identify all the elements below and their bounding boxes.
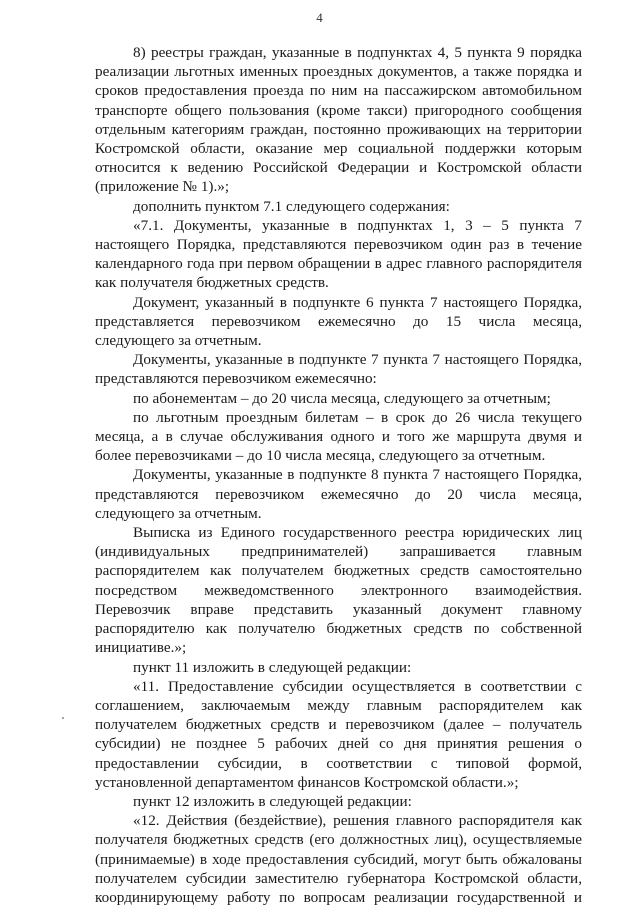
paragraph-point-7-1: «7.1. Документы, указанные в подпунктах 1, 3 – 5 пункта 7 настоящего Порядка, представляются перевозчиком один раз в течение календарного года при первом обращении в адрес главного распорядителя как получателя бюджетных средств.: [95, 216, 582, 292]
paragraph-point-11-intro: пункт 11 изложить в следующей редакции:: [133, 658, 412, 676]
document-body: [95, 43, 582, 907]
paragraph-point-12-intro: пункт 12 изложить в следующей редакции:: [133, 792, 412, 810]
paragraph-egrul-extract: Выписка из Единого государственного реестра юридических лиц (индивидуальных предпринимателей) запрашивается главным распорядителем как получателем бюджетных средств самостоятельно посредством межведомственного электронного взаимодействия. Перевозчик вправе представить указанный документ главному распорядителю как получателю бюджетных средств по собственной инициативе.»;: [95, 524, 582, 657]
paragraph-subpoint-8-documents: Документы, указанные в подпункте 8 пункта 7 настоящего Порядка, представляются перевозчиком ежемесячно до 20 числа месяца, следующего за отчетным.: [95, 466, 582, 522]
paragraph-subpoint-7-documents: Документы, указанные в подпункте 7 пункта 7 настоящего Порядка, представляются перевозчиком ежемесячно:: [95, 351, 582, 388]
paragraph-add-point-7-1: дополнить пунктом 7.1 следующего содержания:: [133, 197, 450, 215]
paragraph-point-12: «12. Действия (бездействие), решения главного распорядителя как получателя бюджетных средств (его должностных лиц), осуществляемые (принимаемые) в ходе предоставления субсидий, могут быть обжалованы получателем субсидии заместителю губернатора Костромской области, координирующему работу по вопросам реализации государственной и: [95, 812, 582, 906]
paragraph-registry-item-8: 8) реестры граждан, указанные в подпунктах 4, 5 пункта 9 порядка реализации льготных именных проездных документов, а также порядка и сроков предоставления проезда по ним на пассажирском автомобильном транспорте общего пользования (кроме такси) пригородного сообщения отдельным категориям граждан, постоянно проживающих на территории Костромской области, оказание мер социальной поддержки которым относится к ведению Российской Федерации и Костромской области (приложение № 1).»;: [95, 44, 582, 196]
paragraph-subpoint-6-document: Документ, указанный в подпункте 6 пункта 7 настоящего Порядка, представляется перевозчиком ежемесячно до 15 числа месяца, следующего за отчетным.: [95, 293, 582, 350]
page-number: 4: [316, 10, 323, 25]
paragraph-point-11: «11. Предоставление субсидии осуществляется в соответствии с соглашением, заключаемым между главным распорядителем как получателем бюджетных средств и перевозчиком (далее – получатель субсидии) не позднее 5 рабочих дней со дня принятия решения о предоставлении субсидии, в соответствии с типовой формой, установленной департаментом финансов Костромской области.»;: [95, 677, 582, 791]
paragraph-tickets-deadline: по льготным проездным билетам – в срок до 26 числа текущего месяца, а в случае обслуживания одного и того же маршрута двумя и более перевозчиками – до 10 числа месяца, следующего за отчетным.: [95, 408, 582, 465]
scan-speck: [62, 717, 64, 719]
paragraph-subscriptions-deadline: по абонементам – до 20 числа месяца, следующего за отчетным;: [133, 389, 551, 407]
